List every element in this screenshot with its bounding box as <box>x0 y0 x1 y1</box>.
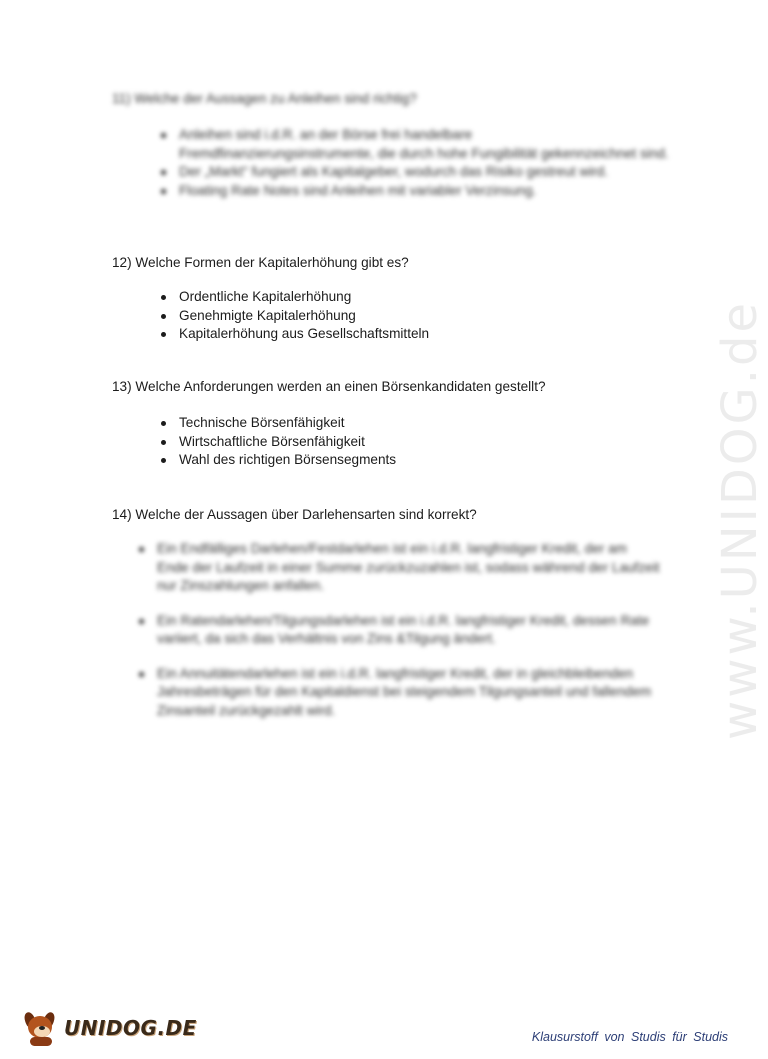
question-11-answers <box>179 126 669 200</box>
question-14-answers <box>157 540 662 736</box>
list-item: Anleihen sind i.d.R. an der Börse frei handelbare Fremdfinanzierungsinstrumente, die durch hohe Fungibilität gekennzeichnet sind. <box>179 126 669 163</box>
list-item: Wahl des richtigen Börsensegments <box>179 451 659 470</box>
question-11-title: 11) Welche der Aussagen zu Anleihen sind richtig? <box>112 91 417 106</box>
question-13-answers <box>179 414 659 470</box>
question-12-answers <box>179 288 659 344</box>
watermark: www.UNIDOG.de <box>712 299 768 740</box>
list-item: Genehmigte Kapitalerhöhung <box>179 307 659 326</box>
list-item: Wirtschaftliche Börsenfähigkeit <box>179 433 659 452</box>
list-item: Floating Rate Notes sind Anleihen mit variabler Verzinsung. <box>179 182 669 201</box>
list-item: Ein Endfälliges Darlehen/Festdarlehen ist ein i.d.R. langfristiger Kredit, der am Ende der Laufzeit in einer Summe zurückzuzahlen ist, sodass während der Laufzeit nur Zinszahlungen anfallen. <box>157 540 662 596</box>
footer-tagline: Klausurstoff von Studis für Studis <box>531 1030 728 1044</box>
list-item: Ein Annuitätendarlehen ist ein i.d.R. langfristiger Kredit, der in gleichbleibenden Jahresbeträgen für den Kapitaldienst bei steigendem Tilgungsanteil und fallendem Zinsanteil zurückgezahlt wird. <box>157 665 662 721</box>
list-item: Kapitalerhöhung aus Gesellschaftsmitteln <box>179 325 659 344</box>
list-item: Ordentliche Kapitalerhöhung <box>179 288 659 307</box>
dog-mascot-icon <box>22 1008 62 1048</box>
list-item: Technische Börsenfähigkeit <box>179 414 659 433</box>
question-12-title: 12) Welche Formen der Kapitalerhöhung gibt es? <box>112 255 409 270</box>
question-13-title: 13) Welche Anforderungen werden an einen Börsenkandidaten gestellt? <box>112 379 546 394</box>
unidog-logo <box>22 1008 197 1048</box>
list-item: Der „Markt“ fungiert als Kapitalgeber, wodurch das Risiko gestreut wird. <box>179 163 669 182</box>
list-item: Ein Ratendarlehen/Tilgungsdarlehen ist ein i.d.R. langfristiger Kredit, dessen Rate variiert, da sich das Verhältnis von Zins &Tilgung ändert. <box>157 612 662 649</box>
question-14-title: 14) Welche der Aussagen über Darlehensarten sind korrekt? <box>112 507 477 522</box>
logo-text: UNIDOG.DE <box>64 1016 197 1040</box>
